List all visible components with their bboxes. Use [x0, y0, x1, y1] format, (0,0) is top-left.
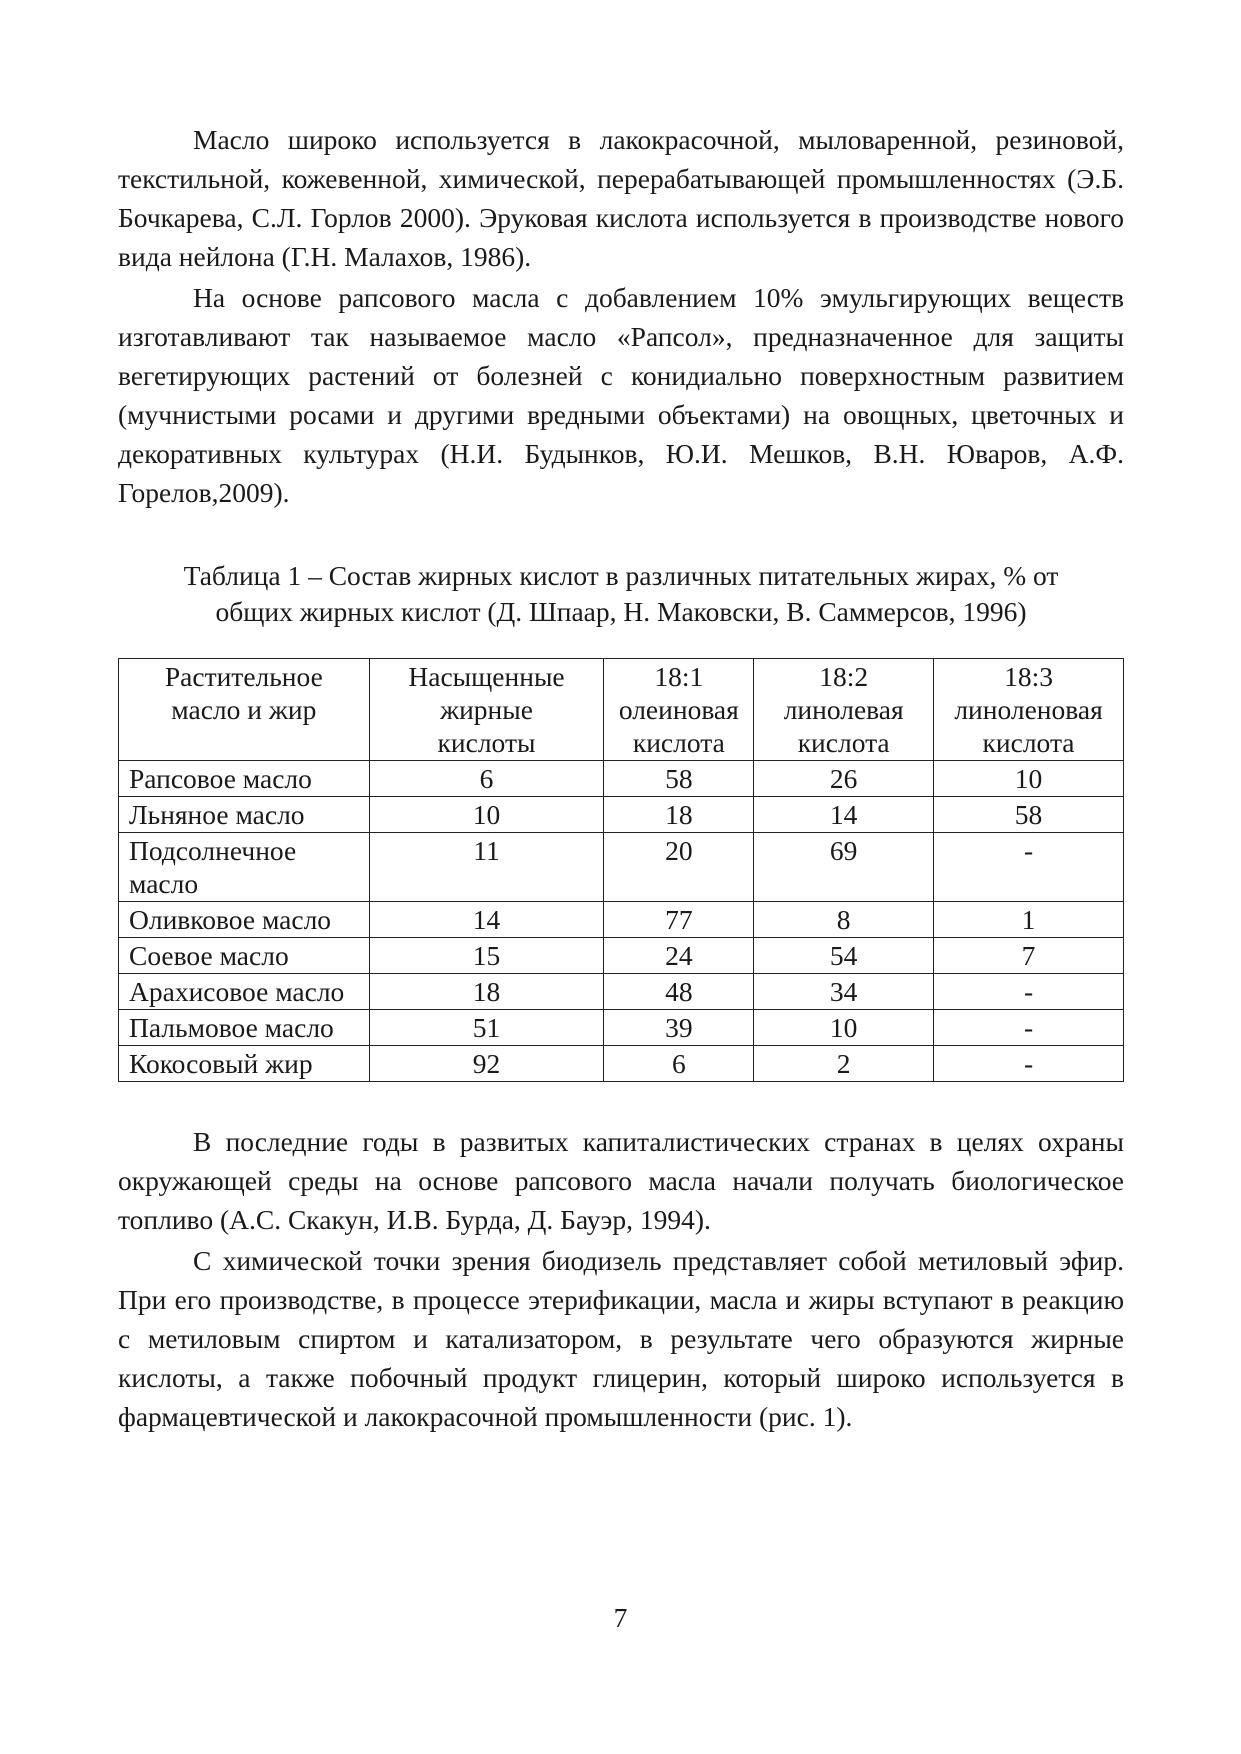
cell-linoleic: 34	[754, 974, 934, 1010]
fatty-acid-table	[118, 658, 1124, 1082]
paragraph-biodiesel-chemistry: С химической точки зрения биодизель представляет собой метиловый эфир. При его производстве, в процессе этерификации, масла и жиры вступают в реакцию с метиловым спиртом и катализатором, в результате чего образуются жирные кислоты, а также побочный продукт глицерин, который широко используется в фармацевтической и лакокрасочной промышленности (рис. 1).	[118, 1245, 1124, 1432]
table-caption	[118, 558, 1124, 630]
header-oleic: 18:1 олеиновая кислота	[604, 659, 754, 761]
cell-oleic: 20	[604, 833, 754, 902]
table-header-row	[119, 659, 1124, 761]
table-row	[119, 1046, 1124, 1082]
table-row	[119, 833, 1124, 902]
cell-oil-name: Рапсовое масло	[119, 761, 370, 797]
cell-linoleic: 26	[754, 761, 934, 797]
cell-oil-name: Пальмовое масло	[119, 1010, 370, 1046]
table-row	[119, 797, 1124, 833]
cell-linolenic: 7	[934, 938, 1124, 974]
cell-linolenic: -	[934, 1046, 1124, 1082]
page-number: 7	[613, 1602, 628, 1633]
cell-saturated: 14	[369, 902, 604, 938]
cell-linoleic: 14	[754, 797, 934, 833]
cell-oil-name: Соевое масло	[119, 938, 370, 974]
cell-oleic: 6	[604, 1046, 754, 1082]
cell-linoleic: 8	[754, 902, 934, 938]
cell-oleic: 48	[604, 974, 754, 1010]
header-saturated: Насыщенные жирные кислоты	[369, 659, 604, 761]
cell-linolenic: -	[934, 1010, 1124, 1046]
cell-saturated: 51	[369, 1010, 604, 1046]
cell-linoleic: 2	[754, 1046, 934, 1082]
table-row	[119, 1010, 1124, 1046]
header-linolenic: 18:3 линоленовая кислота	[934, 659, 1124, 761]
cell-saturated: 92	[369, 1046, 604, 1082]
cell-linolenic: 58	[934, 797, 1124, 833]
cell-saturated: 15	[369, 938, 604, 974]
table-row	[119, 938, 1124, 974]
cell-oleic: 24	[604, 938, 754, 974]
cell-saturated: 10	[369, 797, 604, 833]
header-linoleic: 18:2 линолевая кислота	[754, 659, 934, 761]
cell-linolenic: -	[934, 833, 1124, 902]
paragraph-industrial-use: Масло широко используется в лакокрасочной, мыловаренной, резиновой, текстильной, кожевенной, химической, перерабатывающей промышленностях (Э.Б. Бочкарева, С.Л. Горлов 2000). Эруковая кислота используется в производстве нового вида нейлона (Г.Н. Малахов, 1986).	[118, 124, 1124, 272]
cell-saturated: 11	[369, 833, 604, 902]
cell-oleic: 18	[604, 797, 754, 833]
cell-linolenic: -	[934, 974, 1124, 1010]
cell-oleic: 77	[604, 902, 754, 938]
cell-oil-name: Оливковое масло	[119, 902, 370, 938]
document-page	[118, 120, 1124, 1436]
cell-oil-name: Кокосовый жир	[119, 1046, 370, 1082]
cell-oleic: 39	[604, 1010, 754, 1046]
cell-linoleic: 54	[754, 938, 934, 974]
paragraph-biofuel: В последние годы в развитых капиталистических странах в целях охраны окружающей среды на основе рапсового масла начали получать биологическое топливо (А.С. Скакун, И.В. Бурда, Д. Бауэр, 1994).	[118, 1126, 1124, 1235]
cell-linolenic: 10	[934, 761, 1124, 797]
table-row	[119, 902, 1124, 938]
cell-linoleic: 10	[754, 1010, 934, 1046]
table-caption-line-1: Таблица 1 – Состав жирных кислот в различных питательных жирах, % от	[183, 560, 1059, 591]
cell-saturated: 18	[369, 974, 604, 1010]
table-row	[119, 974, 1124, 1010]
cell-linolenic: 1	[934, 902, 1124, 938]
cell-oil-name: Подсолнечное масло	[119, 833, 370, 902]
cell-oleic: 58	[604, 761, 754, 797]
cell-linoleic: 69	[754, 833, 934, 902]
cell-saturated: 6	[369, 761, 604, 797]
paragraph-rapsol: На основе рапсового масла с добавлением 10% эмульгирующих веществ изготавливают так называемое масло «Рапсол», предназначенное для защиты вегетирующих растений от болезней с конидиально поверхностным развитием (мучнистыми росами и другими вредными объектами) на овощных, цветочных и декоративных культурах (Н.И. Будынков, Ю.И. Мешков, В.Н. Юваров, А.Ф. Горелов,2009).	[118, 282, 1124, 508]
table-row	[119, 761, 1124, 797]
header-oil: Растительное масло и жир	[119, 659, 370, 761]
cell-oil-name: Льняное масло	[119, 797, 370, 833]
cell-oil-name: Арахисовое масло	[119, 974, 370, 1010]
table-caption-line-2: общих жирных кислот (Д. Шпаар, Н. Маковски, В. Саммерсов, 1996)	[215, 596, 1027, 627]
